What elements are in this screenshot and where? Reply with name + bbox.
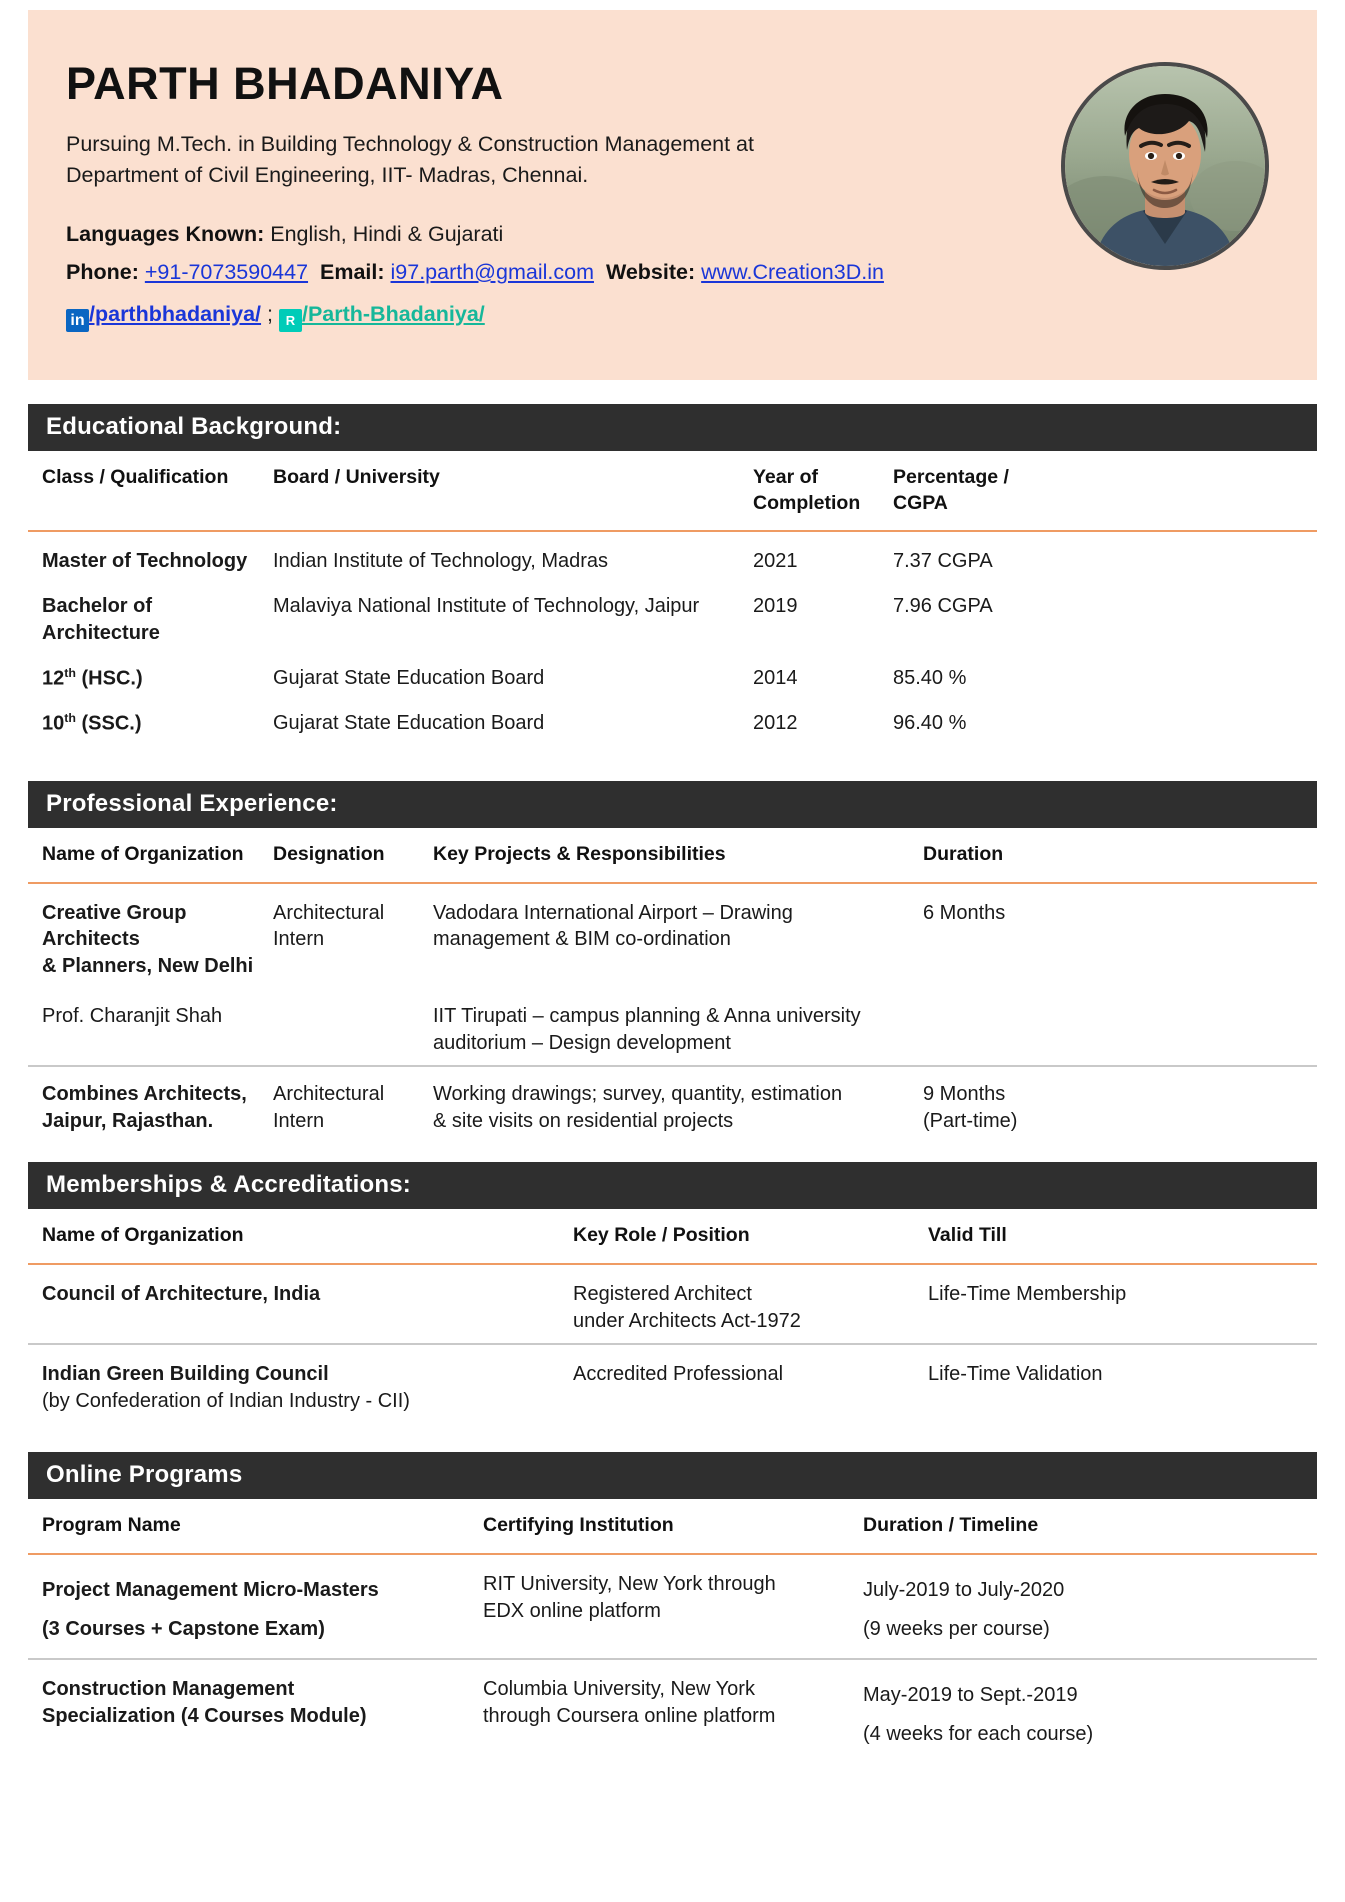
mem-role-line-2: under Architects Act-1972 — [573, 1309, 801, 1332]
page-title: PARTH BHADANIYA — [66, 58, 504, 109]
col-pct-line-1: Percentage / — [893, 466, 1009, 488]
linkedin-icon: in — [66, 309, 89, 332]
exp-desig-line-1: Architectural — [273, 1083, 385, 1106]
program-inst-line-1: RIT University, New York through — [483, 1572, 776, 1595]
edu-board: Malaviya National Institute of Technology, Jaipur — [273, 595, 700, 618]
resume-header — [28, 10, 1317, 380]
edu-score: 96.40 % — [893, 712, 967, 735]
mem-organization: Council of Architecture, India — [42, 1282, 321, 1305]
exp-organization — [28, 891, 273, 989]
col-program-name: Program Name — [42, 1514, 181, 1536]
table-row — [28, 701, 1317, 746]
edu-qual-suffix: (SSC.) — [75, 712, 142, 735]
exp-projects — [433, 1066, 923, 1144]
col-year-line-1: Year of — [753, 466, 819, 488]
table-row — [28, 1562, 1317, 1659]
edu-qual-suffix: (HSC.) — [75, 667, 143, 690]
edu-score: 7.96 CGPA — [893, 595, 993, 618]
exp-designation — [273, 1066, 433, 1144]
program-name-line-2: (3 Courses + Capstone Exam) — [42, 1617, 325, 1640]
header-tagline — [66, 129, 896, 191]
edu-year: 2021 — [753, 550, 798, 573]
languages-value: English, Hindi & Gujarati — [264, 221, 504, 246]
table-row — [28, 584, 1317, 656]
exp-org-line-2: & Planners, New Delhi — [42, 955, 254, 978]
tagline-line-2: Department of Civil Engineering, IIT- Madras, Chennai. — [66, 163, 589, 188]
social-links-line — [66, 298, 1317, 332]
website-link[interactable]: www.Creation3D.in — [701, 259, 884, 284]
table-row — [28, 1659, 1317, 1763]
program-inst-line-2: EDX online platform — [483, 1599, 661, 1622]
table-row — [28, 656, 1317, 701]
edu-year: 2019 — [753, 595, 798, 618]
program-name — [28, 1659, 483, 1763]
mem-org-line-1: Indian Green Building Council — [42, 1363, 329, 1386]
linkedin-link[interactable]: /parthbhadaniya/ — [89, 302, 262, 327]
program-name — [28, 1562, 483, 1659]
social-separator: ; — [261, 302, 279, 327]
exp-dur-line-1: 9 Months — [923, 1083, 1006, 1106]
mem-org-line-2: (by Confederation of Indian Industry - CII) — [42, 1390, 410, 1413]
email-label: Email: — [320, 259, 385, 284]
exp-designation — [273, 891, 433, 989]
col-key-projects: Key Projects & Responsibilities — [433, 842, 726, 865]
section-experience — [28, 781, 1317, 1144]
exp-proj2-line-1: IIT Tirupati – campus planning & Anna university — [433, 1004, 861, 1027]
exp-desig-line-1: Architectural — [273, 901, 385, 924]
edu-qual-sup: th — [64, 711, 76, 726]
edu-qual-num: 12 — [42, 667, 65, 690]
program-duration — [863, 1562, 1317, 1659]
exp-organization — [28, 1066, 273, 1144]
exp-projects-secondary — [433, 989, 923, 1067]
program-institution — [483, 1562, 863, 1659]
col-designation: Designation — [273, 842, 385, 865]
program-inst-line-1: Columbia University, New York — [483, 1677, 755, 1700]
exp-dur-line-2: (Part-time) — [923, 1110, 1018, 1133]
col-year-line-2: Completion — [753, 491, 861, 514]
col-duration-timeline: Duration / Timeline — [863, 1514, 1039, 1536]
program-institution — [483, 1659, 863, 1763]
edu-qual-num: 10 — [42, 712, 65, 735]
languages-label: Languages Known: — [66, 221, 265, 246]
edu-qual-sup: th — [64, 665, 76, 680]
mem-valid-till: Life-Time Membership — [928, 1282, 1127, 1305]
phone-label: Phone: — [66, 259, 139, 284]
col-class-qualification: Class / Qualification — [42, 466, 229, 488]
experience-table — [28, 828, 1317, 1144]
edu-qualification — [28, 656, 273, 701]
edu-board: Gujarat State Education Board — [273, 666, 545, 689]
exp-proj-line-1: Working drawings; survey, quantity, estimation — [433, 1083, 843, 1106]
avatar — [1061, 62, 1269, 270]
section-education — [28, 404, 1317, 747]
exp-proj-line-1: Vadodara International Airport – Drawing — [433, 901, 793, 924]
exp-duration-empty — [923, 989, 1317, 1067]
edu-qualification: Master of Technology — [42, 550, 248, 573]
col-percentage-cgpa — [893, 451, 1317, 531]
program-name-line-2: Specialization (4 Courses Module) — [42, 1704, 367, 1727]
education-table — [28, 451, 1317, 747]
exp-org-subtext: Prof. Charanjit Shah — [42, 1004, 223, 1027]
program-dur-line-1: July-2019 to July-2020 — [863, 1578, 1065, 1601]
program-duration — [863, 1659, 1317, 1763]
mem-role: Accredited Professional — [573, 1344, 928, 1424]
edu-qualification — [28, 701, 273, 746]
exp-projects — [433, 891, 923, 989]
spacer — [28, 531, 1317, 539]
exp-proj-line-2: & site visits on residential projects — [433, 1110, 734, 1133]
mem-role — [573, 1272, 928, 1345]
spacer — [28, 883, 1317, 891]
email-link[interactable]: i97.parth@gmail.com — [390, 259, 594, 284]
table-header-row — [28, 1209, 1317, 1264]
edu-score: 7.37 CGPA — [893, 550, 993, 573]
edu-score: 85.40 % — [893, 666, 967, 689]
section-title-memberships: Memberships & Accreditations: — [28, 1162, 1317, 1209]
memberships-table — [28, 1209, 1317, 1424]
researchgate-link[interactable]: /Parth-Bhadaniya/ — [301, 302, 485, 327]
col-year-of-completion — [753, 451, 893, 531]
col-certifying-institution: Certifying Institution — [483, 1514, 674, 1536]
spacer — [28, 1554, 1317, 1562]
col-board-university: Board / University — [273, 466, 440, 488]
exp-org-line-1: Combines Architects, — [42, 1083, 247, 1106]
program-name-line-1: Construction Management — [42, 1677, 295, 1700]
phone-link[interactable]: +91-7073590447 — [144, 259, 309, 284]
section-title-education: Educational Background: — [28, 404, 1317, 451]
table-header-row — [28, 828, 1317, 883]
exp-desig-line-2: Intern — [273, 928, 325, 951]
table-row — [28, 891, 1317, 989]
exp-proj-line-2: management & BIM co-ordination — [433, 928, 731, 951]
exp-designation-empty — [273, 989, 433, 1067]
tagline-line-1: Pursuing M.Tech. in Building Technology & Construction Management at — [66, 132, 754, 157]
table-row — [28, 1272, 1317, 1345]
table-row — [28, 539, 1317, 584]
exp-duration: 6 Months — [923, 901, 1006, 924]
researchgate-icon: R — [279, 309, 302, 332]
edu-board: Gujarat State Education Board — [273, 712, 545, 735]
edu-qualification: Bachelor of Architecture — [42, 595, 160, 645]
section-title-online-programs: Online Programs — [28, 1452, 1317, 1499]
exp-org-line-2: Jaipur, Rajasthan. — [42, 1110, 214, 1133]
col-pct-line-2: CGPA — [893, 491, 948, 514]
website-label: Website: — [605, 259, 696, 284]
mem-organization — [28, 1344, 573, 1424]
online-programs-table — [28, 1499, 1317, 1763]
table-row — [28, 989, 1317, 1067]
mem-valid-till: Life-Time Validation — [928, 1344, 1317, 1424]
program-dur-line-2: (9 weeks per course) — [863, 1617, 1050, 1640]
spacer — [28, 1264, 1317, 1272]
table-row — [28, 1344, 1317, 1424]
section-online-programs — [28, 1452, 1317, 1763]
table-row — [28, 1066, 1317, 1144]
table-header-row — [28, 451, 1317, 531]
mem-role-line-1: Registered Architect — [573, 1282, 752, 1305]
program-dur-line-1: May-2019 to Sept.-2019 — [863, 1683, 1078, 1706]
program-dur-line-2: (4 weeks for each course) — [863, 1722, 1094, 1745]
col-organization: Name of Organization — [42, 842, 244, 865]
profile-photo-graphic — [1065, 66, 1265, 266]
section-title-experience: Professional Experience: — [28, 781, 1317, 828]
edu-board: Indian Institute of Technology, Madras — [273, 550, 609, 573]
table-header-row — [28, 1499, 1317, 1554]
edu-year: 2012 — [753, 712, 798, 735]
exp-org-line-1: Creative Group Architects — [42, 901, 187, 951]
col-organization: Name of Organization — [42, 1224, 244, 1247]
col-key-role: Key Role / Position — [573, 1224, 750, 1247]
exp-desig-line-2: Intern — [273, 1110, 325, 1133]
program-inst-line-2: through Coursera online platform — [483, 1704, 776, 1727]
program-name-line-1: Project Management Micro-Masters — [42, 1578, 379, 1601]
col-duration: Duration — [923, 842, 1004, 865]
edu-year: 2014 — [753, 666, 798, 689]
section-memberships — [28, 1162, 1317, 1424]
exp-proj2-line-2: auditorium – Design development — [433, 1031, 731, 1054]
col-valid-till: Valid Till — [928, 1224, 1007, 1247]
exp-duration — [923, 1066, 1317, 1144]
